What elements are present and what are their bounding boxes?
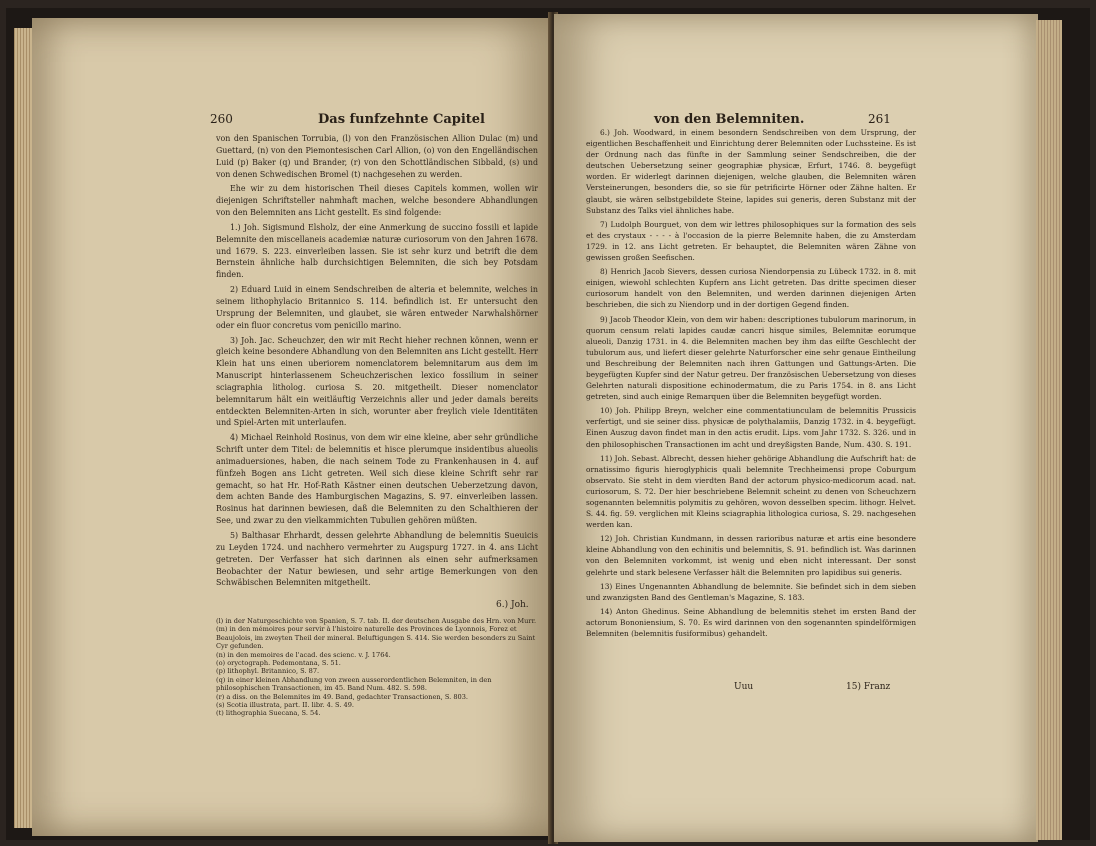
- right-running-title: von den Belemniten.: [654, 112, 805, 127]
- paragraph: 9) Jacob Theodor Klein, von dem wir haben: descriptiones tubulorum marinorum, in quorum censum relati lapides caudæ cancri hisque similes, Belemnitæ eorumque alueoli, Danzig 1731. in 4. die Belemniten machen bey ihm das eilfte Geschlecht der tubulorum aus, und liefert dieser gelehrte Naturforscher eine sehr genaue Eintheilung und Beschreibung der Belemniten nach ihren Gattungen und Gattungs-Arten. Die beygefügten Kupfer sind der Natur getreu. Der französischen Uebersetzung von dieses Gelehrten naturali dispositione echinodermatum, die zu Paris 1754. in 8. ans Licht getreten, sind auch einige Remarquen über die Belemniten beygefügt worden.: [586, 314, 916, 402]
- paragraph: 10) Joh. Philipp Breyn, welcher eine commentatiunculam de belemnitis Prussicis verfertigt, und sie seiner diss. physicæ de polythalamiis, Danzig 1732. in 4. beygefügt. Einen Auszug davon findet man in den actis erudit. Lips. vom Jahr 1732. S. 326. und in den philosophischen Transactionen im acht und dreyßigsten Bande, Num. 430. S. 191.: [586, 406, 916, 449]
- paragraph: Ehe wir zu dem historischen Theil dieses Capitels kommen, wollen wir diejenigen Schriftsteller nahmhaft machen, welche besondere Abhandlungen von den Belemniten ans Licht gestellt. Es sind folgende:: [216, 184, 538, 218]
- footnote: (t) lithographia Suecana, S. 54.: [216, 709, 321, 718]
- signature-mark: Uuu: [734, 682, 754, 692]
- footnote: (q) in einer kleinen Abhandlung von zween ausserordentlichen Belemniten, in den philosophischen Transactionen, im 45. Band Num. 482. S. 598.: [216, 675, 492, 693]
- paragraph: 1.) Joh. Sigismund Elsholz, der eine Anmerkung de succino fossili et lapide Belemnite den miscellaneis academiæ naturæ curiosorum von den Jahren 1678. und 1679. S. 223. einverleiben lassen. Sie ist sehr kurz und betrift die dem Bernstein ähnliche halb durchsichtigen Belemniten, die sich bey Potsdam finden.: [216, 222, 538, 280]
- left-body-text: [216, 133, 538, 592]
- footnote: (l) in der Naturgeschichte von Spanien, S. 7. tab. II. der deutschen Ausgabe des Hrn. von Murr.: [216, 617, 537, 625]
- paragraph: 12) Joh. Christian Kundmann, in dessen rarioribus naturæ et artis eine besondere kleine Abhandlung von den echinitis und belemnitis, S. 91. befindlich ist. Was darinnen von den Belemniten vorkommt, ist wenig und eben nicht interessant. Der sonst gelehrte und stark belesene Verfasser hält die Belemniten pro lapidibus sui generis.: [586, 534, 916, 577]
- paragraph: 13) Eines Ungenannten Abhandlung de belemnite. Sie befindet sich in dem sieben und zwanzigsten Band des Gentleman's Magazine, S. 183.: [586, 581, 916, 602]
- paragraph: 7) Ludolph Bourguet, von dem wir lettres philosophiques sur la formation des sels et des crystaux - - - - à l'occasion de la pierre Belemnite haben, die zu Amsterdam 1729. in 12. ans Licht getreten. Er behauptet, die Belemniten wären Zähne von gewissen großen Seefischen.: [586, 219, 916, 263]
- left-catchword: 6.) Joh.: [496, 600, 529, 610]
- footnote: (p) lithophyl. Britannico, S. 87.: [216, 667, 320, 676]
- footnote: (s) Scotia illustrata, part. II. libr. 4. S. 49.: [216, 701, 355, 710]
- footnotes: [216, 617, 538, 718]
- paragraph: 11) Joh. Sebast. Albrecht, dessen hieher gehörige Abhandlung die Aufschrift hat: de ornatissimo figuris hieroglyphicis quali belemnite Trechheimensi prope Coburgum observato. Sie steht in dem vierdten Band der actorum physico-medicorum acad. nat. curiosorum, S. 72. Der hier beschriebene Belemnit scheint zu denen von Scheuchzern sogenannten belemnitis polymitis zu gehören, wovon desselben specim. lithogr. Helvet. S. 44. fig. 59. verglichen mit Kleins sciagraphia lithologica curiosa, S. 29. nachgesehen werden kan.: [586, 453, 916, 530]
- right-page-edges: [1036, 20, 1062, 840]
- paragraph: 5) Balthasar Ehrhardt, dessen gelehrte Abhandlung de belemnitis Sueuicis zu Leyden 1724. und nachhero vermehrter zu Augspurg 1727. in 4. ans Licht getreten. Der Verfasser hat sich darinnen als einen sehr aufmerksamen Beobachter der Natur bewiesen, und sehr artige Bemerkungen von den Schwäbischen Belemniten mitgetheilt.: [216, 531, 538, 588]
- right-body-text: [586, 127, 916, 642]
- footnote: (r) a diss. on the Belemnites im 49. Band, gedachter Transactionen, S. 803.: [216, 692, 469, 701]
- left-page-number: 260: [210, 112, 233, 126]
- footnote: (n) in den memoires de l'acad. des scienc. v. J. 1764.: [216, 650, 391, 659]
- right-page-number: 261: [868, 112, 891, 126]
- paragraph: 6.) Joh. Woodward, in einem besondern Sendschreiben von dem Ursprung, der eigentlichen Beschaffenheit und Einrichtung derer Belemniten oder Luchssteine. Es ist der Ordnung nach das fünfte in der Sammlung seiner Sendschreiben, die der deutschen Uebersetzung seiner geographiæ physicæ, Erfurt, 1746. 8. beygefügt worden. Er widerlegt darinnen diejenigen, welche glauben, die Belemniten wären Versteinerungen, besonders die, so sie für petrificirte Hörner oder Zähne halten. Er glaubt, sie wären selbstgebildete Steine, lapides sui generis, deren Substanz mit der Substanz des Talks viel ähnliches habe.: [586, 128, 916, 215]
- paragraph: 3) Joh. Jac. Scheuchzer, den wir mit Recht hieher rechnen können, wenn er gleich keine besondere Abhandlung von den Belemniten ans Licht gestellt. Herr Klein hat uns einen uberiorem nomenclatorem belemnitarum aus dem im Manuscript hinterlassenem Scheuchzerischen lexico fossilium in seiner sciagraphia litholog. curiosa S. 20. mitgetheilt. Dieser nomenclator belemnitarum hält ein weitläuftig Verzeichnis aller und jeder damals bereits entdeckten Belemniten-Arten in sich, worunter aber freylich viele Identitäten und Spiel-Arten mit unterlaufen.: [216, 335, 538, 428]
- paragraph: 8) Henrich Jacob Sievers, dessen curiosa Niendorpensia zu Lübeck 1732. in 8. mit einigen, wiewohl schlechten Kupfern ans Licht getreten. Das dritte specimen dieser curiosorum handelt von den Belemniten, und werden darinnen diejenigen Arten beschrieben, die sich zu Niendorp und in der dortigen Gegend finden.: [586, 267, 916, 310]
- paragraph: 14) Anton Ghedinus. Seine Abhandlung de belemnitis stehet im ersten Band der actorum Bononiensium, S. 70. Es wird darinnen von den sogenannten spindelförmigen Belemniten (belemnitis fusiformibus) gehandelt.: [586, 606, 916, 639]
- paragraph: 2) Eduard Luid in einem Sendschreiben de alteria et belemnite, welches in seinem lithophylacio Britannico S. 114. befindlich ist. Er untersucht den Ursprung der Belemniten, und glaubet, sie wären entweder Narwhalshörner oder ein fluor concretus vom penicillo marino.: [216, 285, 538, 330]
- paragraph: von den Spanischen Torrubia, (l) von den Französischen Allion Dulac (m) und Guettard, (n) von den Piemontesischen Carl Allion, (o) von den Engelländischen Luid (p) Baker (q) und Brander, (r) von den Schottländischen Sibbald, (s) und von denen Schwedischen Bromel (t) nachgesehen zu werden.: [216, 134, 538, 179]
- left-running-title: Das funfzehnte Capitel: [318, 112, 486, 127]
- paragraph: 4) Michael Reinhold Rosinus, von dem wir eine kleine, aber sehr gründliche Schrift unter dem Titel: de belemnitis et hisce plerumque insidentibus alueolis animaduersiones, haben, die nach seinem Tode zu Frankenhausen in 4. auf fünfzeh Bogen ans Licht getreten. Weil sich diese kleine Schrift sehr rar gemacht, so hat Hr. Hof-Rath Kästner einen deutschen Ueberzetzung davon, dem achten Bande des Hamburgischen Magazins, S. 97. einverleiben lassen. Rosinus hat darinnen bewiesen, daß die Belemniten zu den Schalthieren der See, und zwar zu den vielkammichten Tubulien gehören müßten.: [216, 433, 538, 526]
- footnote: (m) in den mémoires pour servir à l'histoire naturelle des Provinces de Lyonnois, Forez et Beaujolois, im zweyten Theil der mineral. Beluftigungen S. 414. Sie werden besonders zu Saint Cyr gefunden.: [216, 625, 536, 651]
- book-spread: [6, 8, 1090, 840]
- footnote: (o) oryctograph. Pedemontana, S. 51.: [216, 659, 341, 668]
- right-catchword: 15) Franz: [846, 682, 891, 692]
